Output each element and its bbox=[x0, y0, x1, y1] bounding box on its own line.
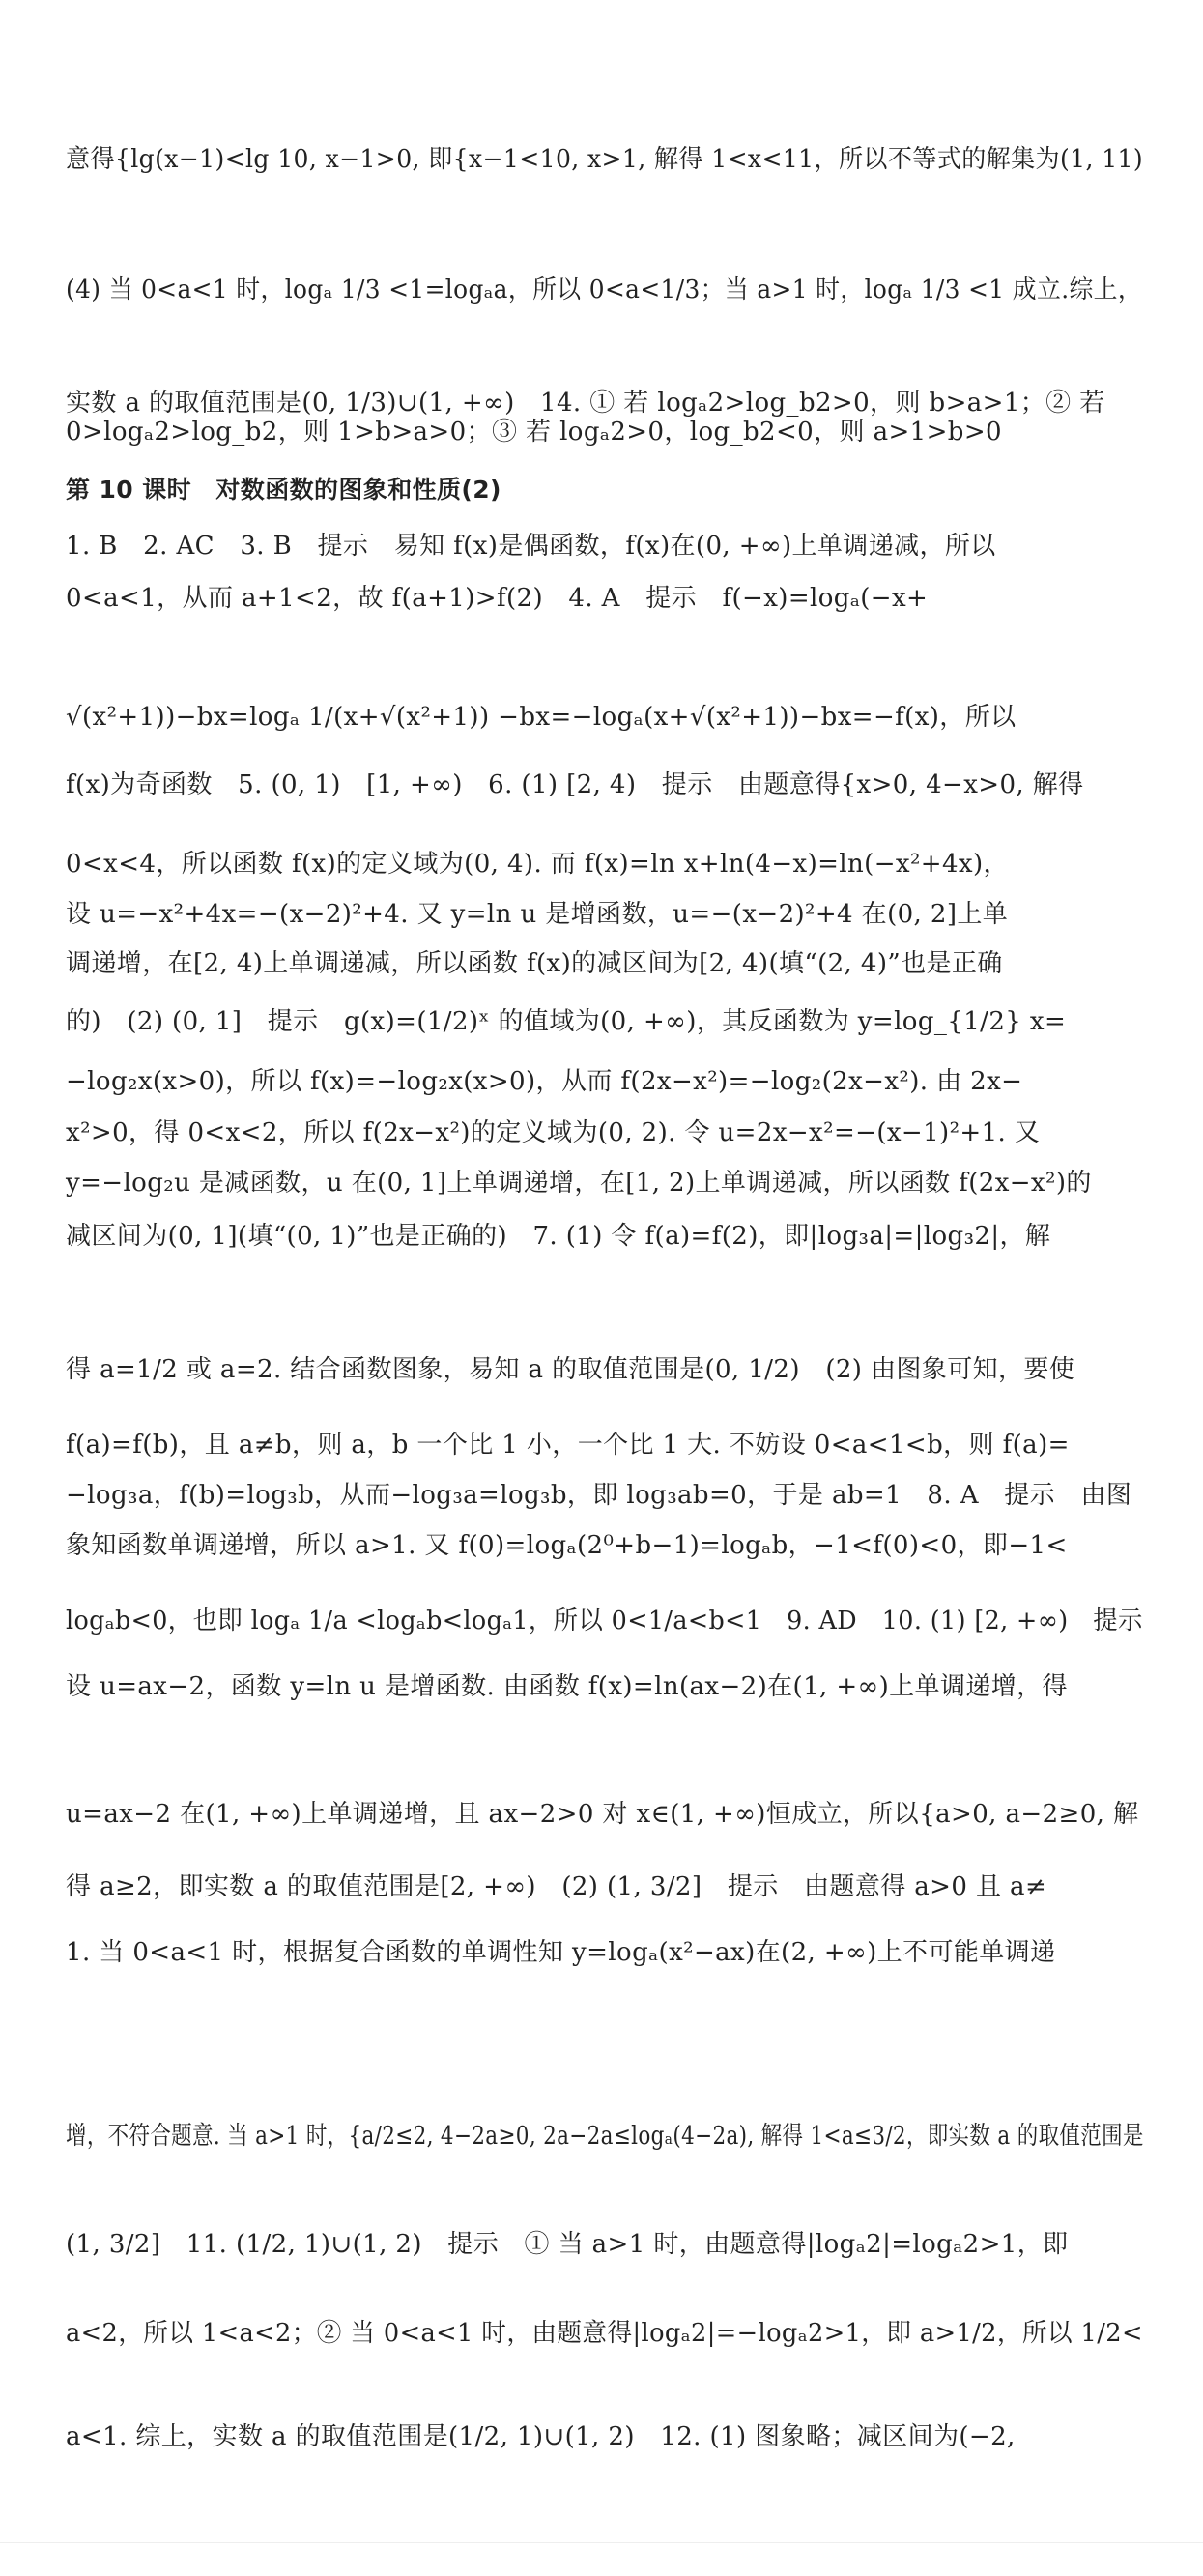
text-line-18: 得 a=1/2 或 a=2. 结合函数图象，易知 a 的取值范围是(0, 1/2) (2) 由图象可知，要使 bbox=[66, 1355, 1075, 1384]
text-line-3: 实数 a 的取值范围是(0, 1/3)∪(1, +∞) 14. ① 若 logₐ2>log_b2>0，则 b>a>1；② 若 bbox=[66, 389, 1105, 418]
text-line-9: f(x)为奇函数 5. (0, 1) [1, +∞) 6. (1) [2, 4) 提示 由题意得{x>0, 4−x>0, 解得 bbox=[66, 770, 1084, 799]
text-line-15: x²>0，得 0<x<2，所以 f(2x−x²)的定义域为(0, 2). 令 u=2x−x²=−(x−1)²+1. 又 bbox=[66, 1118, 1041, 1147]
text-line-6: 1. B 2. AC 3. B 提示 易知 f(x)是偶函数，f(x)在(0, +∞)上单调递减，所以 bbox=[66, 532, 996, 561]
text-line-22: logₐb<0，也即 logₐ 1/a <logₐb<logₐ1，所以 0<1/a<b<1 9. AD 10. (1) [2, +∞) 提示 bbox=[66, 1606, 1143, 1635]
text-line-17: 减区间为(0, 1](填“(0, 1)”也是正确的) 7. (1) 令 f(a)=f(2)，即|log₃a|=|log₃2|，解 bbox=[66, 1222, 1051, 1251]
text-line-16: y=−log₂u 是减函数，u 在(0, 1]上单调递增，在[1, 2)上单调递减，所以函数 f(2x−x²)的 bbox=[66, 1169, 1092, 1198]
text-line-2: (4) 当 0<a<1 时，logₐ 1/3 <1=logₐa，所以 0<a<1/3；当 a>1 时，logₐ 1/3 <1 成立.综上， bbox=[66, 275, 1143, 304]
text-line-4: 0>logₐ2>log_b2，则 1>b>a>0；③ 若 logₐ2>0，log_b2<0，则 a>1>b>0 bbox=[66, 418, 1002, 447]
text-line-13: 的) (2) (0, 1] 提示 g(x)=(1/2)ˣ 的值域为(0, +∞)，其反函数为 y=log_{1/2} x= bbox=[66, 1007, 1067, 1036]
text-line-19: f(a)=f(b)，且 a≠b，则 a，b 一个比 1 小，一个比 1 大. 不妨设 0<a<1<b，则 f(a)= bbox=[66, 1431, 1070, 1460]
text-line-20: −log₃a，f(b)=log₃b，从而−log₃a=log₃b，即 log₃ab=0，于是 ab=1 8. A 提示 由图 bbox=[66, 1481, 1132, 1510]
text-line-11: 设 u=−x²+4x=−(x−2)²+4. 又 y=ln u 是增函数，u=−(x−2)²+4 在(0, 2]上单 bbox=[66, 900, 1009, 929]
text-line-26: 1. 当 0<a<1 时，根据复合函数的单调性知 y=logₐ(x²−ax)在(2, +∞)上不可能单调递 bbox=[66, 1938, 1056, 1967]
text-line-8: √(x²+1))−bx=logₐ 1/(x+√(x²+1)) −bx=−logₐ(x+√(x²+1))−bx=−f(x)，所以 bbox=[66, 703, 1017, 732]
text-line-27: 增，不符合题意. 当 a>1 时，{a/2≤2, 4−2a≥0, 2a−2a≤logₐ(4−2a), 解得 1<a≤3/2，即实数 a 的取值范围是 bbox=[66, 2122, 1144, 2151]
text-line-7: 0<a<1，从而 a+1<2，故 f(a+1)>f(2) 4. A 提示 f(−x)=logₐ(−x+ bbox=[66, 584, 929, 613]
text-line-29: a<2，所以 1<a<2；② 当 0<a<1 时，由题意得|logₐ2|=−logₐ2>1，即 a>1/2，所以 1/2< bbox=[66, 2319, 1143, 2348]
text-line-24: u=ax−2 在(1, +∞)上单调递增，且 ax−2>0 对 x∈(1, +∞)恒成立，所以{a>0, a−2≥0, 解 bbox=[66, 1800, 1139, 1829]
text-line-14: −log₂x(x>0)，所以 f(x)=−log₂x(x>0)，从而 f(2x−x²)=−log₂(2x−x²). 由 2x− bbox=[66, 1067, 1023, 1096]
text-line-10: 0<x<4，所以函数 f(x)的定义域为(0, 4). 而 f(x)=ln x+ln(4−x)=ln(−x²+4x)， bbox=[66, 850, 1009, 879]
text-line-1: 意得{lg(x−1)<lg 10, x−1>0, 即{x−1<10, x>1, 解得 1<x<11，所以不等式的解集为(1, 11) bbox=[66, 145, 1144, 174]
text-line-12: 调递增，在[2, 4)上单调递减，所以函数 f(x)的减区间为[2, 4)(填“(2, 4)”也是正确 bbox=[66, 949, 1003, 978]
lesson-heading: 第 10 课时 对数函数的图象和性质(2) bbox=[66, 476, 501, 504]
text-line-28: (1, 3/2] 11. (1/2, 1)∪(1, 2) 提示 ① 当 a>1 时，由题意得|logₐ2|=logₐ2>1，即 bbox=[66, 2230, 1069, 2259]
text-line-25: 得 a≥2，即实数 a 的取值范围是[2, +∞) (2) (1, 3/2] 提示 由题意得 a>0 且 a≠ bbox=[66, 1872, 1047, 1901]
page-bottom-edge bbox=[0, 2542, 1203, 2543]
text-line-21: 象知函数单调递增，所以 a>1. 又 f(0)=logₐ(2⁰+b−1)=logₐb，−1<f(0)<0，即−1< bbox=[66, 1531, 1068, 1560]
text-line-23: 设 u=ax−2，函数 y=ln u 是增函数. 由函数 f(x)=ln(ax−2)在(1, +∞)上单调递增，得 bbox=[66, 1672, 1068, 1701]
text-line-30: a<1. 综上，实数 a 的取值范围是(1/2, 1)∪(1, 2) 12. (1) 图象略；减区间为(−2, bbox=[66, 2422, 1016, 2451]
